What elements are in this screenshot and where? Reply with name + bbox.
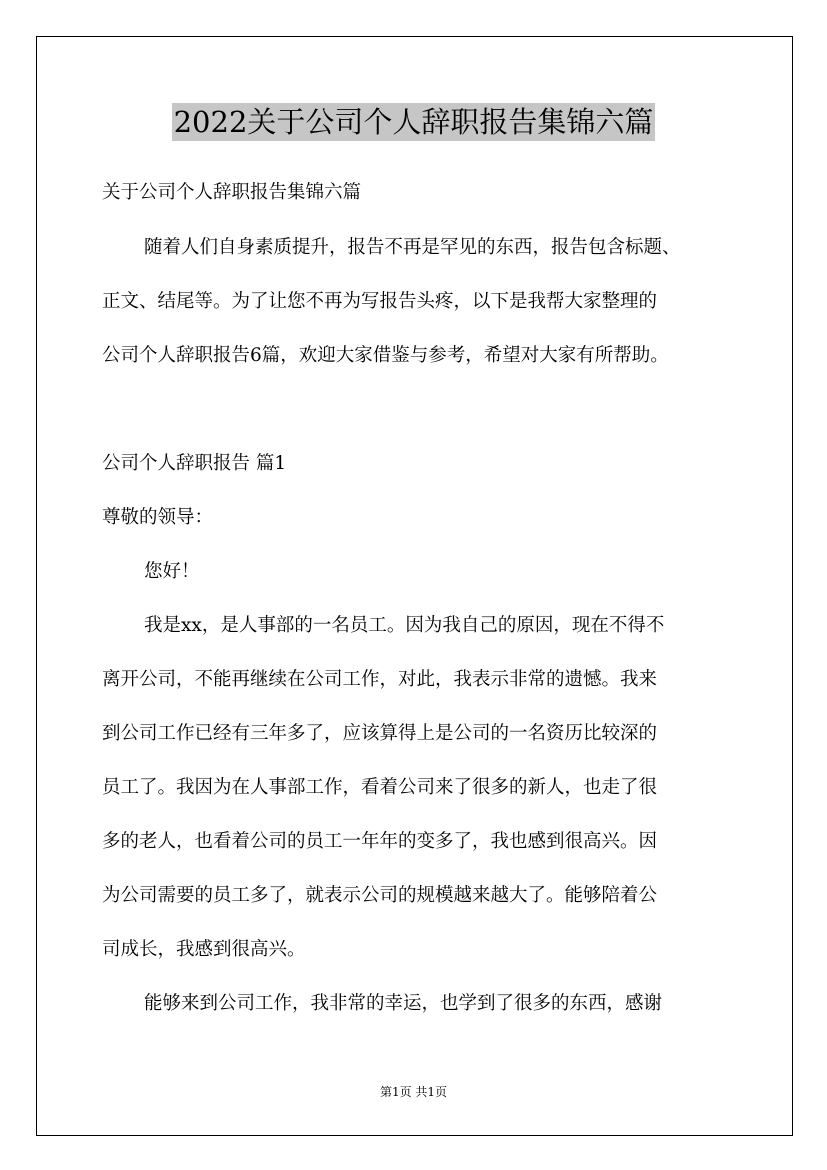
- greeting: 您好！: [144, 561, 200, 582]
- document-title: 2022关于公司个人辞职报告集锦六篇: [173, 105, 654, 139]
- section-heading: 公司个人辞职报告 篇1: [102, 453, 287, 474]
- page-footer: 第1页 共1页: [379, 1085, 448, 1099]
- body-line: 员工了。我因为在人事部工作，看着公司来了很多的新人，也走了很: [102, 777, 658, 798]
- body-line: 司成长，我感到很高兴。: [102, 939, 306, 960]
- salutation: 尊敬的领导：: [102, 507, 214, 528]
- intro-line: 随着人们自身素质提升，报告不再是罕见的东西，报告包含标题、: [144, 237, 681, 258]
- body-line: 为公司需要的员工多了，就表示公司的规模越来越大了。能够陪着公: [102, 885, 658, 906]
- body-line: 我是xx，是人事部的一名员工。因为我自己的原因，现在不得不: [144, 615, 665, 636]
- document-subtitle: 关于公司个人辞职报告集锦六篇: [102, 182, 362, 203]
- body-line: 离开公司，不能再继续在公司工作，对此，我表示非常的遗憾。我来: [102, 669, 658, 690]
- body-line: 到公司工作已经有三年多了，应该算得上是公司的一名资历比较深的: [102, 723, 658, 744]
- body-line: 多的老人，也看着公司的员工一年年的变多了，我也感到很高兴。因: [102, 831, 658, 852]
- title-container: [0, 103, 827, 141]
- body-line: 能够来到公司工作，我非常的幸运，也学到了很多的东西，感谢: [144, 993, 663, 1014]
- intro-line: 正文、结尾等。为了让您不再为写报告头疼，以下是我帮大家整理的: [102, 291, 658, 312]
- intro-line: 公司个人辞职报告6篇，欢迎大家借鉴与参考，希望对大家有所帮助。: [102, 345, 669, 366]
